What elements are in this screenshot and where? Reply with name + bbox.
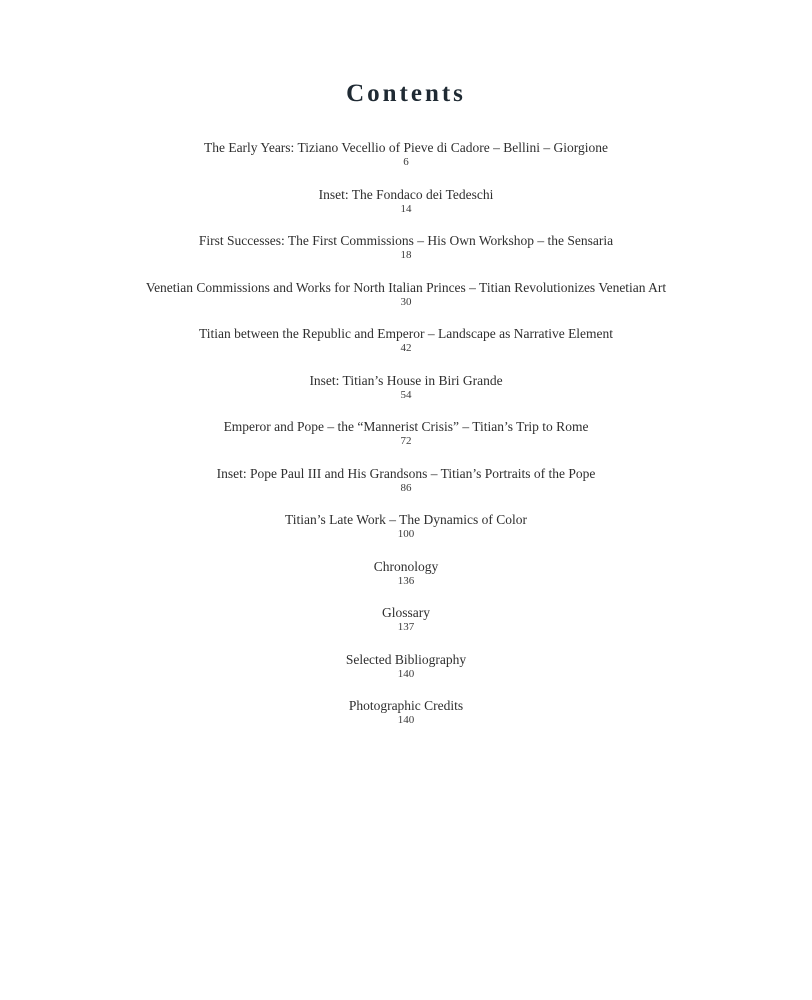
toc-entry[interactable] <box>0 186 812 233</box>
toc-entry[interactable] <box>0 279 812 326</box>
toc-entry-page-number: 72 <box>400 435 412 447</box>
toc-entry[interactable] <box>0 651 812 698</box>
toc-entry[interactable] <box>0 697 812 744</box>
toc-entry[interactable] <box>0 232 812 279</box>
toc-entry-title: Photographic Credits <box>348 698 464 713</box>
toc-entry-page-number: 30 <box>400 295 412 308</box>
toc-entry-title: Inset: Pope Paul III and His Grandsons – Titian’s Portraits of the Pope <box>216 465 596 481</box>
toc-entry-title: Glossary <box>382 605 430 620</box>
toc-entry-title: Selected Bibliography <box>345 651 467 667</box>
toc-entry-title: Titian between the Republic and Emperor – Landscape as Narrative Element <box>198 326 614 341</box>
toc-entry-page-number: 54 <box>400 388 412 401</box>
toc-entry-page-number: 14 <box>400 202 412 215</box>
toc-entry-page-number: 140 <box>397 667 415 680</box>
page-title: Contents <box>346 80 466 107</box>
toc-entry-title: Titian’s Late Work – The Dynamics of Color <box>284 512 528 527</box>
toc-entry[interactable] <box>0 418 812 465</box>
toc-entry[interactable] <box>0 604 812 651</box>
toc-entry[interactable] <box>0 139 812 186</box>
toc-entry-page-number: 86 <box>400 481 412 494</box>
toc-entry-page-number: 42 <box>400 342 412 354</box>
toc-entry[interactable] <box>0 325 812 372</box>
toc-entry-page-number: 140 <box>397 714 415 726</box>
toc-entry-page-number: 137 <box>397 621 415 633</box>
toc-entry-title: Venetian Commissions and Works for North Italian Princes – Titian Revolutionizes Venetian Art <box>145 279 667 295</box>
toc-entry[interactable] <box>0 511 812 558</box>
toc-entry-page-number: 18 <box>400 249 412 261</box>
toc-entry-title: The Early Years: Tiziano Vecellio of Pieve di Cadore – Bellini – Giorgione <box>203 140 609 155</box>
toc-entry-page-number: 136 <box>397 574 415 587</box>
toc-entry-page-number: 6 <box>403 156 409 168</box>
table-of-contents <box>0 139 812 744</box>
toc-entry-title: First Successes: The First Commissions – His Own Workshop – the Sensaria <box>198 233 614 248</box>
toc-entry-page-number: 100 <box>397 528 415 540</box>
toc-entry-title: Emperor and Pope – the “Mannerist Crisis” – Titian’s Trip to Rome <box>223 419 589 434</box>
toc-entry-title: Inset: The Fondaco dei Tedeschi <box>318 186 494 202</box>
toc-entry-title: Chronology <box>373 558 439 574</box>
toc-entry[interactable] <box>0 372 812 419</box>
toc-entry[interactable] <box>0 558 812 605</box>
toc-entry[interactable] <box>0 465 812 512</box>
toc-entry-title: Inset: Titian’s House in Biri Grande <box>309 372 503 388</box>
